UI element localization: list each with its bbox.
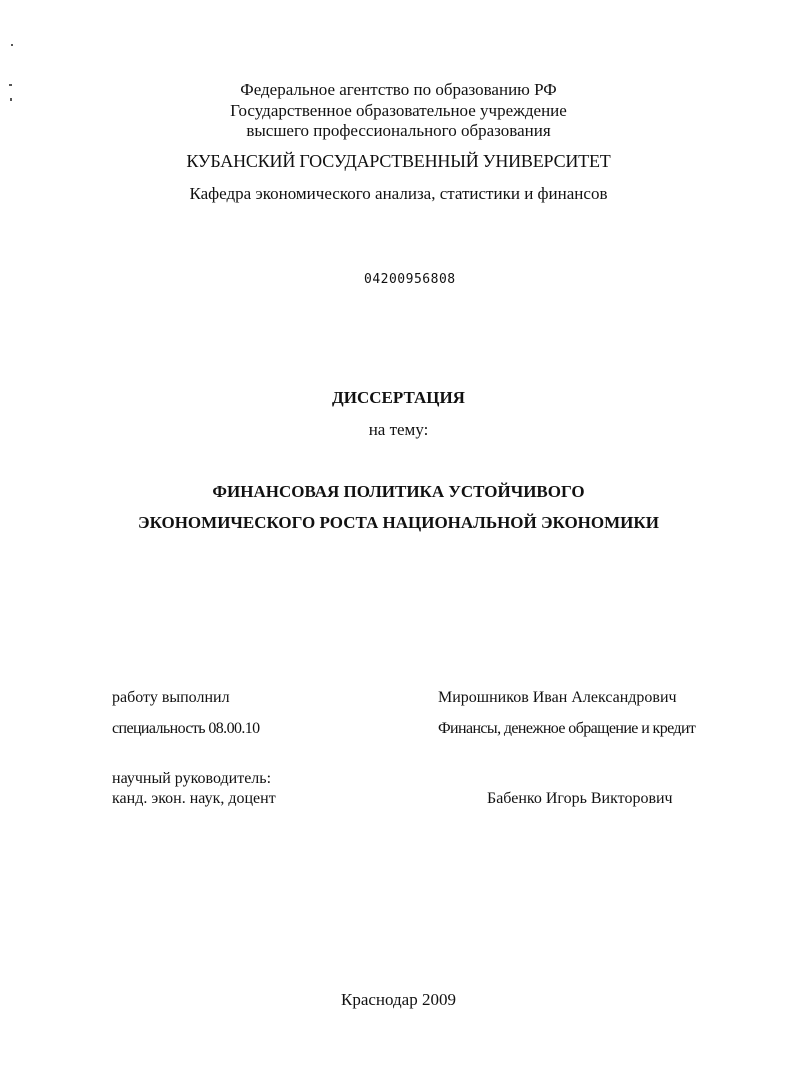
author-label: работу выполнил [112, 689, 230, 706]
supervisor-label: научный руководитель: [112, 770, 272, 787]
topic-line-1: ФИНАНСОВАЯ ПОЛИТИКА УСТОЙЧИВОГО [212, 482, 585, 501]
city-year: Краснодар 2009 [341, 990, 456, 1009]
document-subtitle: на тему: [368, 420, 429, 439]
specialty-label: специальность 08.00.10 [112, 720, 260, 737]
author-name: Мирошников Иван Александрович [438, 689, 677, 706]
specialty-name: Финансы, денежное обращение и кредит [438, 720, 696, 737]
university-name: КУБАНСКИЙ ГОСУДАРСТВЕННЫЙ УНИВЕРСИТЕТ [186, 151, 611, 171]
scan-speck [11, 44, 13, 46]
agency-line: Федеральное агентство по образованию РФ [240, 80, 557, 99]
supervisor-name: Бабенко Игорь Викторович [487, 790, 673, 807]
institution-type-line: Государственное образовательное учреждение [230, 101, 567, 120]
supervisor-degree: канд. экон. наук, доцент [112, 790, 276, 807]
topic-line-2: ЭКОНОМИЧЕСКОГО РОСТА НАЦИОНАЛЬНОЙ ЭКОНОМИКИ [138, 513, 659, 532]
document-code: 04200956808 [364, 272, 456, 287]
institution-level-line: высшего профессионального образования [246, 121, 551, 140]
department-name: Кафедра экономического анализа, статистики и финансов [189, 184, 608, 203]
document-type: ДИССЕРТАЦИЯ [332, 388, 465, 407]
